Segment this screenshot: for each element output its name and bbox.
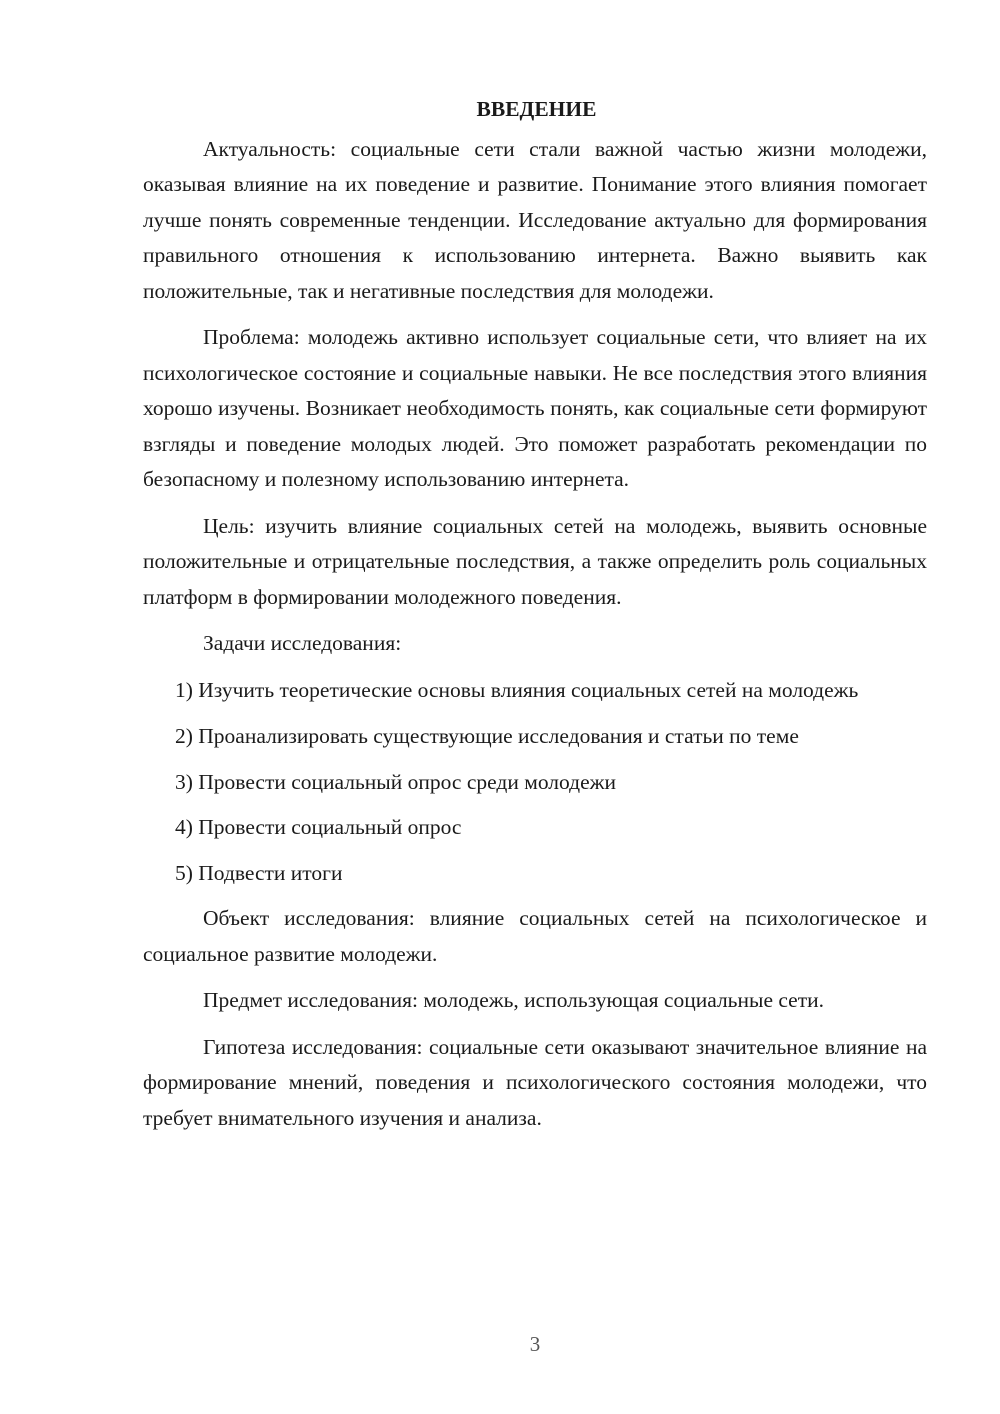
paragraph-object: Объект исследования: влияние социальных сетей на психологическое и социальное развитие молодежи. bbox=[143, 906, 927, 966]
paragraph-subject: Предмет исследования: молодежь, использующая социальные сети. bbox=[203, 988, 824, 1012]
list-item: 1) Изучить теоретические основы влияния социальных сетей на молодежь bbox=[175, 677, 859, 702]
paragraph-goal: Цель: изучить влияние социальных сетей на молодежь, выявить основные положительные и отрицательные последствия, а также определить роль социальных платформ в формировании молодежного поведения. bbox=[143, 513, 927, 609]
list-item: 3) Провести социальный опрос среди молодежи bbox=[175, 769, 616, 794]
document-page bbox=[143, 92, 927, 1147]
paragraph-hypothesis: Гипотеза исследования: социальные сети оказывают значительное влияние на формирование мнений, поведения и психологического состояния молодежи, что требует внимательного изучения и анализа. bbox=[143, 1034, 927, 1130]
paragraph-problem: Проблема: молодежь активно использует социальные сети, что влияет на их психологическое состояние и социальные навыки. Не все последствия этого влияния хорошо изучены. Возникает необходимость понять, как социальные сети формируют взгляды и поведение молодых людей. Это поможет разработать рекомендации по безопасному и полезному использованию интернета. bbox=[143, 325, 927, 491]
paragraph-relevance: Актуальность: социальные сети стали важной частью жизни молодежи, оказывая влияние на их поведение и развитие. Понимание этого влияния помогает лучше понять современные тенденции. Исследование актуально для формирования правильного отношения к использованию интернета. Важно выявить как положительные, так и негативные последствия для молодежи. bbox=[143, 136, 927, 303]
list-item: 5) Подвести итоги bbox=[175, 860, 343, 885]
page-number: 3 bbox=[529, 1332, 541, 1356]
paragraph-tasks-heading: Задачи исследования: bbox=[203, 631, 402, 655]
section-title: ВВЕДЕНИЕ bbox=[476, 97, 597, 121]
tasks-list bbox=[143, 673, 927, 892]
list-item: 2) Проанализировать существующие исследования и статьи по теме bbox=[175, 724, 799, 748]
list-item: 4) Провести социальный опрос bbox=[175, 815, 462, 839]
